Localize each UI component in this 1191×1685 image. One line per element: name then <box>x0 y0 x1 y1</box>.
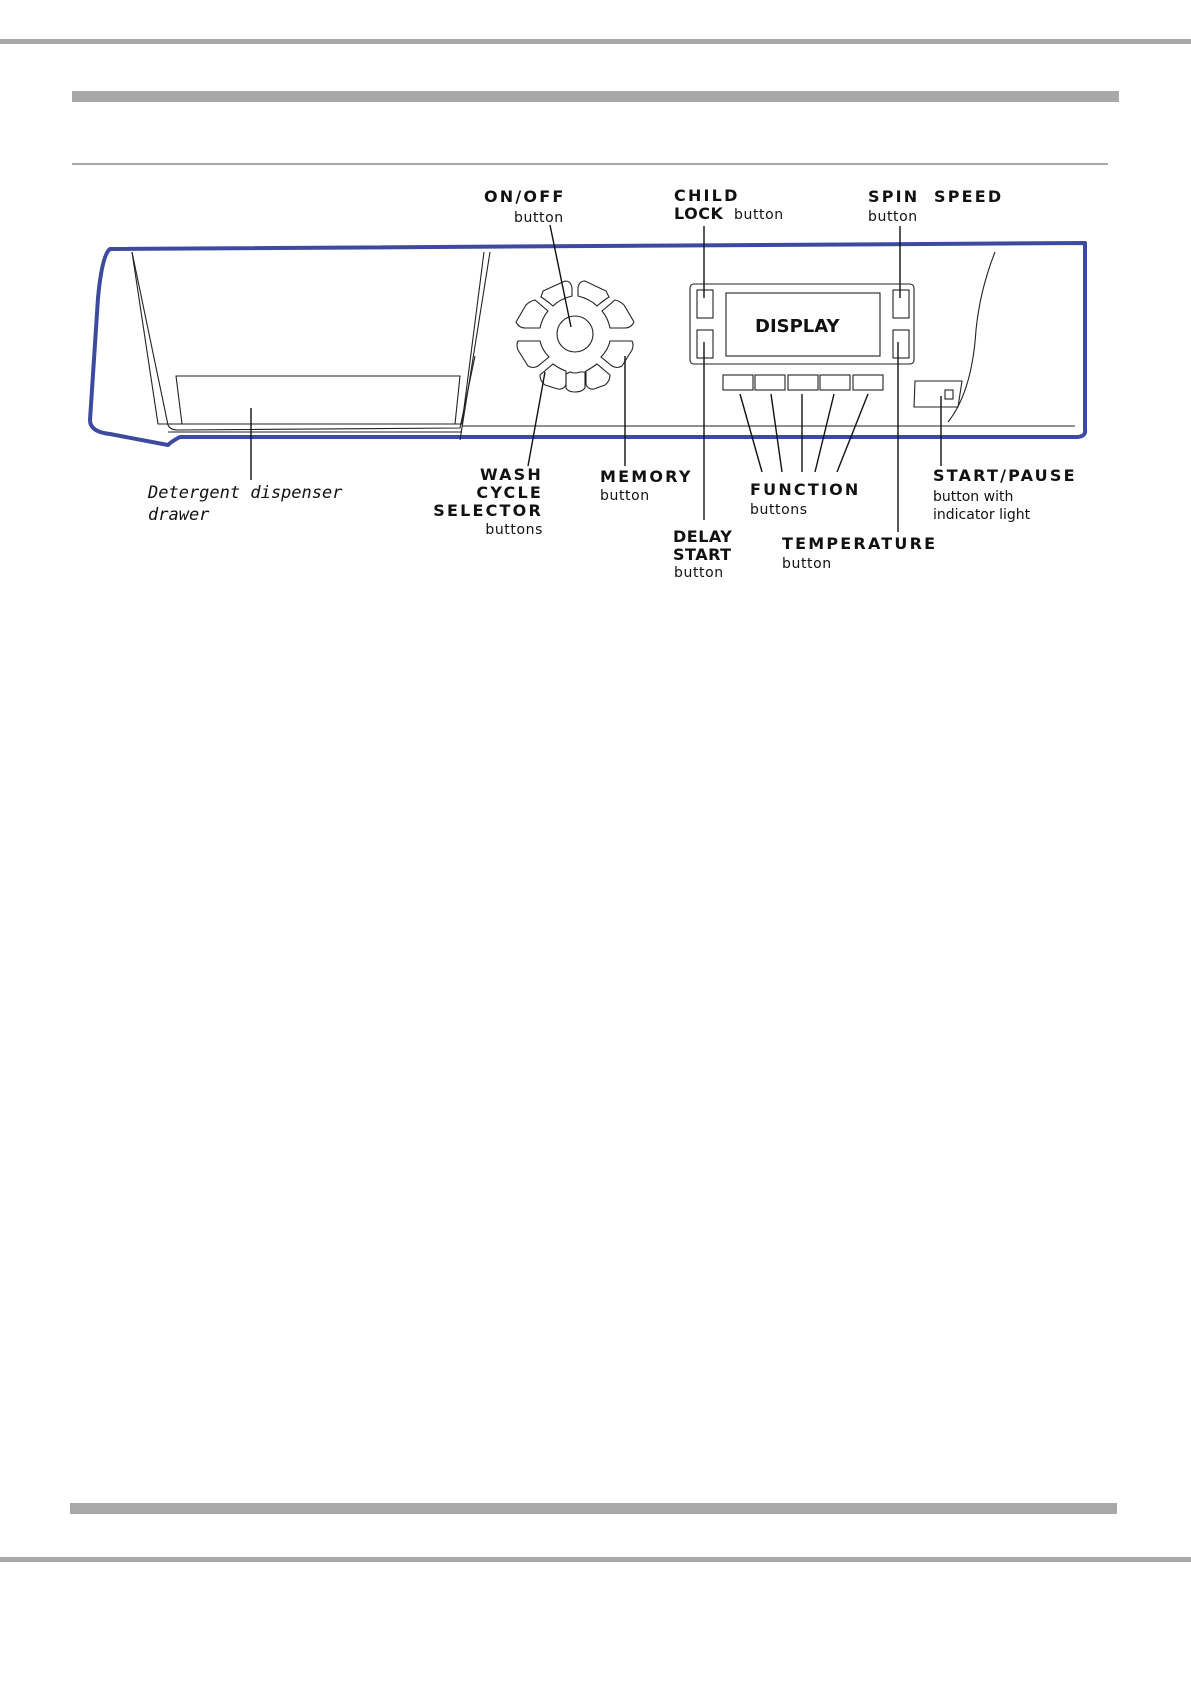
function-button-5[interactable] <box>853 375 883 390</box>
start-pause-sublabel-line1: button with <box>933 489 1014 505</box>
memory-dial-button[interactable] <box>601 341 633 368</box>
temperature-sublabel: button <box>782 556 832 572</box>
leader-wash-cycle <box>528 372 545 466</box>
function-label: FUNCTION <box>750 480 861 499</box>
child-lock-button[interactable] <box>697 290 713 318</box>
display-label: DISPLAY <box>755 316 840 337</box>
memory-label: MEMORY <box>600 467 693 486</box>
wash-cycle-button-2[interactable] <box>578 281 609 306</box>
wash-cycle-label-line3: SELECTOR <box>433 501 543 520</box>
function-button-2[interactable] <box>755 375 785 390</box>
leader-function-5 <box>837 394 868 472</box>
wash-cycle-button-4[interactable] <box>516 300 548 328</box>
spin-speed-label-part1: SPIN <box>868 187 920 206</box>
wash-cycle-button-5[interactable] <box>517 341 549 368</box>
wash-cycle-button-3[interactable] <box>602 300 634 328</box>
start-pause-button[interactable] <box>914 381 962 407</box>
on-off-label: ON/OFF <box>484 187 566 206</box>
panel-outer-edge <box>90 243 1085 445</box>
on-off-button[interactable] <box>557 316 593 352</box>
child-lock-label-line2: LOCK <box>674 204 724 223</box>
delay-start-sublabel: button <box>674 565 724 581</box>
function-button-3[interactable] <box>788 375 818 390</box>
start-pause-assembly <box>914 381 962 407</box>
footer-bar <box>70 1503 1117 1514</box>
child-lock-label-line1: CHILD <box>674 186 740 205</box>
drawer-outline <box>132 252 484 424</box>
control-panel <box>90 243 1085 445</box>
drawer-inner-outline <box>132 252 475 430</box>
detergent-label-line1: Detergent dispenser <box>148 483 343 503</box>
bottom-edge-rule <box>0 1557 1191 1562</box>
wash-cycle-label-line1: WASH <box>479 465 543 484</box>
drawer-divider <box>460 252 490 440</box>
function-buttons <box>723 375 883 390</box>
wash-cycle-button-1[interactable] <box>541 281 572 306</box>
leader-function-4 <box>815 394 834 472</box>
function-sublabel: buttons <box>750 502 808 518</box>
on-off-sublabel: button <box>514 210 564 226</box>
wash-cycle-button-8[interactable] <box>586 364 610 389</box>
wash-cycle-dial <box>516 281 634 392</box>
delay-start-label-line2: START <box>673 545 732 564</box>
display-assembly <box>690 284 914 364</box>
spin-speed-button[interactable] <box>893 290 909 318</box>
wash-cycle-label-line2: CYCLE <box>476 483 543 502</box>
temperature-button[interactable] <box>893 330 909 358</box>
delay-start-label-line1: DELAY <box>673 527 733 546</box>
function-button-4[interactable] <box>820 375 850 390</box>
control-panel-diagram <box>0 0 1191 620</box>
wash-cycle-sublabel: buttons <box>485 522 543 538</box>
drawer-handle <box>176 376 460 424</box>
detergent-label-line2: drawer <box>148 505 210 525</box>
spin-speed-label-part2: SPEED <box>934 187 1004 206</box>
panel-right-curve <box>948 252 995 422</box>
leader-function-1 <box>740 394 762 472</box>
start-pause-label: START/PAUSE <box>933 466 1077 485</box>
function-button-1[interactable] <box>723 375 753 390</box>
temperature-label: TEMPERATURE <box>782 534 938 553</box>
indicator-light <box>945 390 953 399</box>
leader-function-2 <box>771 394 782 472</box>
leader-on-off <box>550 225 571 327</box>
wash-cycle-button-7[interactable] <box>566 372 585 392</box>
spin-speed-sublabel: button <box>868 209 918 225</box>
start-pause-sublabel-line2: indicator light <box>933 507 1031 523</box>
memory-sublabel: button <box>600 488 650 504</box>
delay-start-button[interactable] <box>697 330 713 358</box>
child-lock-sublabel: button <box>734 207 784 223</box>
